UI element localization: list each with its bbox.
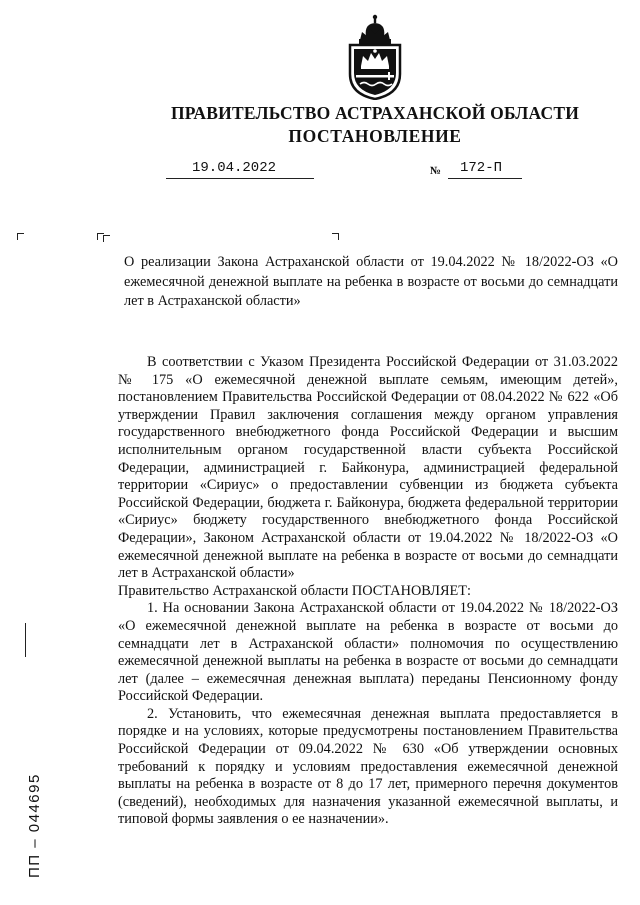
date-underline [166,178,314,179]
government-title: ПРАВИТЕЛЬСТВО АСТРАХАНСКОЙ ОБЛАСТИ [170,103,580,123]
document-body [118,354,618,829]
document-subject: О реализации Закона Астраханской области от 19.04.2022 № 18/2022-ОЗ «О ежемесячной денежной выплате на ребенка в возрасте от восьми до семнадцати лет в Астраханской области» [124,254,618,309]
document-date: 19.04.2022 [192,160,277,176]
coat-of-arms-emblem [346,12,404,100]
document-type: ПОСТАНОВЛЕНИЕ [288,126,462,146]
margin-mark [25,623,26,657]
preamble-paragraph: В соответствии с Указом Президента Российской Федерации от 31.03.2022 № 175 «О ежемесячной денежной выплате семьям, имеющим детей», постановлением Правительства Российской Федерации от 08.04.2022 № 622 «Об утверждении Правил заключения соглашения между органом управления государственного внебюджетного фонда Российской Федерации и высшим исполнительным органом государственной власти субъекта Российской Федерации, администрацией г. Байконура, администрацией федеральной территории «Сириус» о предоставлении субвенции из бюджета субъекта Российской Федерации, бюджета г. Байконура, бюджета федеральной территории «Сириус» бюджету государственного внебюджетного фонда Российской Федерации», Законом Астраханской области от 19.04.2022 № 18/2022-ОЗ «О ежемесячной денежной выплате на ребенка в возрасте от восьми до семнадцати лет в Астраханской области» [118,354,618,582]
form-serial-code: ПП – 044695 [26,773,43,878]
number-underline [448,178,522,179]
corner-mark [103,235,110,242]
item-2-paragraph: 2. Установить, что ежемесячная денежная выплата предоставляется в порядке и на условиях, которые предусмотрены постановлением Правительства Российской Федерации от 09.04.2022 № 630 «Об утверждении основных требований к порядку и условиям предоставления ежемесячной денежной выплаты на ребенка в возрасте от 8 до 17 лет, примерного перечня документов (сведений), необходимых для назначения указанной ежемесячной выплаты, и типовой формы заявления о ее назначении». [118,705,618,828]
document-number: 172-П [460,160,503,176]
item-1-paragraph: 1. На основании Закона Астраханской области от 19.04.2022 № 18/2022-ОЗ «О ежемесячной денежной выплате на ребенка в возрасте от восьми до семнадцати лет в Астраханской области» полномочия по осуществлению ежемесячной денежной выплаты на ребенка в возрасте от восьми до семнадцати лет (далее – ежемесячная денежная выплата) переданы Пенсионному фонду Российской Федерации. [118,600,618,705]
resolves-paragraph: Правительство Астраханской области ПОСТАНОВЛЯЕТ: [118,582,471,599]
corner-mark [332,233,339,240]
corner-mark [17,233,24,240]
number-sign: № [430,165,442,177]
